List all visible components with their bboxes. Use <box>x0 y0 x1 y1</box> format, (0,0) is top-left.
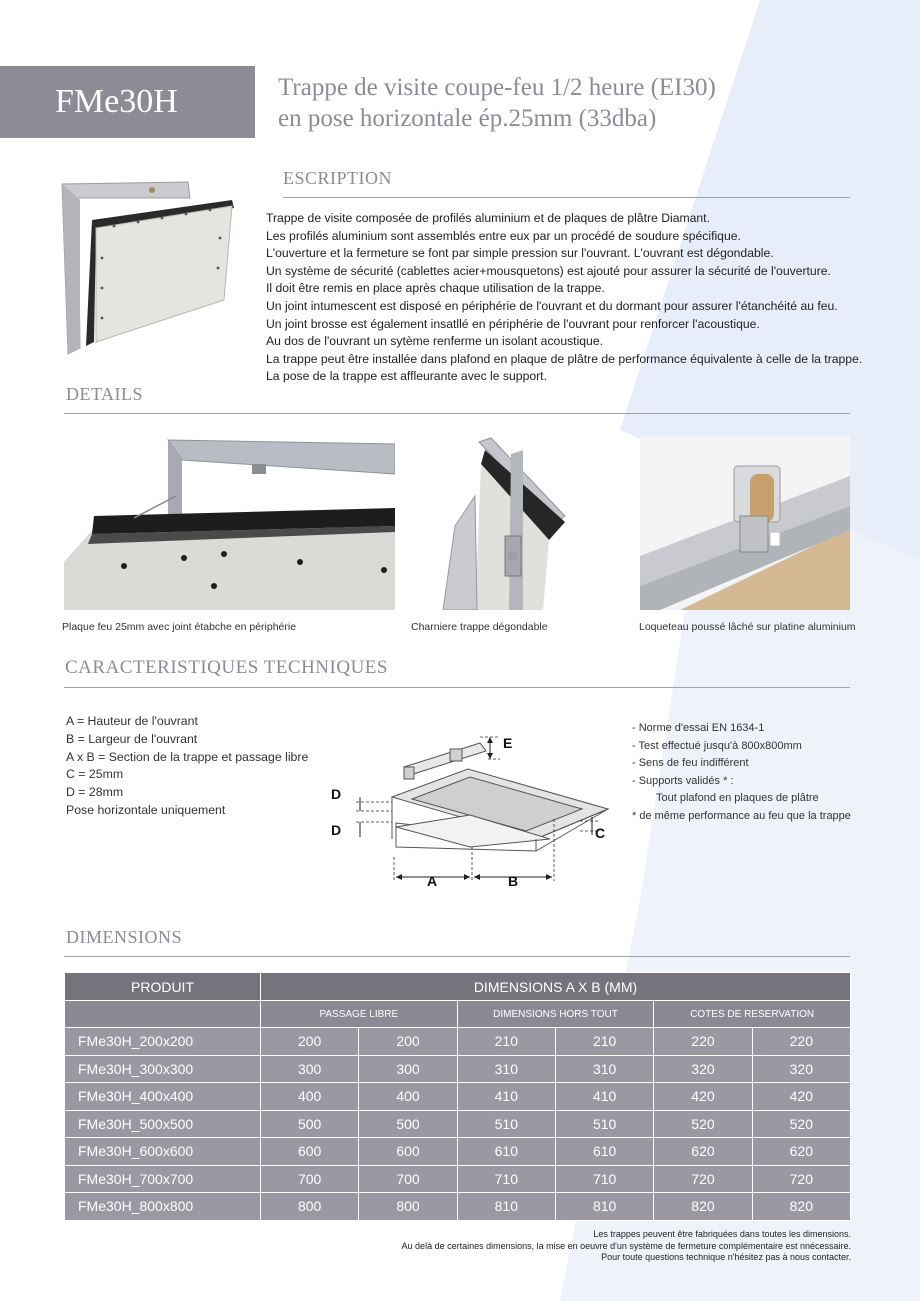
cell-product: FMe30H_400x400 <box>65 1083 261 1111</box>
description-line: Trappe de visite composée de profilés aluminium et de plaques de plâtre Diamant. <box>266 211 710 225</box>
cell-value: 800 <box>359 1193 457 1221</box>
description-line: Les profilés aluminium sont assemblés entre eux par un procédé de soudure spécifique. <box>266 228 741 243</box>
table-row <box>65 1165 851 1193</box>
cell-value: 220 <box>752 1028 850 1056</box>
cell-value: 210 <box>555 1028 653 1056</box>
cell-value: 410 <box>555 1083 653 1111</box>
cell-value: 610 <box>555 1138 653 1166</box>
cell-value: 600 <box>261 1138 359 1166</box>
cell-value: 500 <box>359 1110 457 1138</box>
norms-list <box>632 720 851 826</box>
cell-value: 710 <box>555 1165 653 1193</box>
legend-line: C = 25mm <box>66 767 124 782</box>
cell-product: FMe30H_800x800 <box>65 1193 261 1221</box>
page-title <box>278 72 898 134</box>
cell-value: 300 <box>359 1055 457 1083</box>
norm-line: - Norme d'essai EN 1634-1 <box>632 722 765 734</box>
detail-photo-hinge <box>415 436 623 610</box>
description-heading: ESCRIPTION <box>283 168 393 188</box>
cell-value: 820 <box>654 1193 752 1221</box>
cell-product: FMe30H_200x200 <box>65 1028 261 1056</box>
table-row <box>65 1083 851 1111</box>
subheader-empty <box>65 1001 261 1028</box>
cell-value: 520 <box>752 1110 850 1138</box>
table-subheader-row <box>65 1001 851 1028</box>
footnotes <box>300 1229 851 1264</box>
cell-value: 810 <box>457 1193 555 1221</box>
cell-product: FMe30H_600x600 <box>65 1138 261 1166</box>
dimensions-heading: DIMENSIONS <box>66 927 183 947</box>
cell-value: 610 <box>457 1138 555 1166</box>
title-line-2: en pose horizontale ép.25mm (33dba) <box>278 105 657 132</box>
detail-photo-plate <box>64 436 395 610</box>
diagram-label-c: C <box>595 825 606 841</box>
cell-value: 810 <box>555 1193 653 1221</box>
cell-value: 700 <box>261 1165 359 1193</box>
norm-line: * de même performance au feu que la trappe <box>632 809 851 822</box>
norm-line: Tout plafond en plaques de plâtre <box>656 792 819 805</box>
legend-line: D = 28mm <box>66 785 124 800</box>
cell-value: 720 <box>654 1165 752 1193</box>
cell-product: FMe30H_300x300 <box>65 1055 261 1083</box>
diagram-label-e: E <box>503 735 513 751</box>
cell-value: 620 <box>752 1138 850 1166</box>
footnote-line: Au delà de certaines dimensions, la mise en oeuvre d'un système de fermeture complémentaire est nnécessaire. <box>401 1240 851 1251</box>
cell-value: 200 <box>359 1028 457 1056</box>
subheader-passage: PASSAGE LIBRE <box>261 1001 458 1028</box>
description-line: L'ouverture et la fermeture se font par simple pression sur l'ouvrant. L'ouvrant est dégondable. <box>266 246 774 261</box>
details-heading: DETAILS <box>66 384 144 404</box>
cell-value: 720 <box>752 1165 850 1193</box>
cell-value: 520 <box>654 1110 752 1138</box>
cell-value: 320 <box>654 1055 752 1083</box>
cell-value: 420 <box>654 1083 752 1111</box>
caption-plate: Plaque feu 25mm avec joint étabche en périphérie <box>62 621 297 633</box>
cell-value: 320 <box>752 1055 850 1083</box>
product-photo <box>56 178 248 358</box>
technical-heading: CARACTERISTIQUES TECHNIQUES <box>65 657 388 678</box>
cell-value: 200 <box>261 1028 359 1056</box>
description-text <box>266 210 896 386</box>
cell-value: 510 <box>555 1110 653 1138</box>
table-row <box>65 1028 851 1056</box>
legend-line: B = Largeur de l'ouvrant <box>66 731 198 746</box>
footnote-line: Pour toute questions technique n'hésitez pas à nous contacter. <box>601 1252 851 1262</box>
cell-value: 710 <box>457 1165 555 1193</box>
col-header-dimensions: DIMENSIONS A X B (MM) <box>261 973 851 1001</box>
dimensions-rule <box>64 956 850 957</box>
cell-product: FMe30H_500x500 <box>65 1110 261 1138</box>
detail-photo-latch <box>640 436 850 610</box>
cell-value: 210 <box>457 1028 555 1056</box>
product-code-box <box>0 66 255 138</box>
cell-value: 220 <box>654 1028 752 1056</box>
norm-line: - Test effectué jusqu'à 800x800mm <box>632 739 802 752</box>
cell-value: 310 <box>457 1055 555 1083</box>
description-line: Un joint brosse est également insatllé en périphérie de l'ouvrant pour renforcer l'acoustique. <box>266 316 760 331</box>
cell-value: 510 <box>457 1110 555 1138</box>
cell-value: 820 <box>752 1193 850 1221</box>
legend-line: Pose horizontale uniquement <box>66 802 226 817</box>
norm-line: - Sens de feu indifférent <box>632 757 749 770</box>
cell-value: 620 <box>654 1138 752 1166</box>
cell-value: 410 <box>457 1083 555 1111</box>
cell-value: 400 <box>359 1083 457 1111</box>
description-rule <box>283 197 850 198</box>
description-line: Un joint intumescent est disposé en périphérie de l'ouvrant et du dormant pour assurer l'étanchéité au feu. <box>266 298 838 313</box>
cell-value: 310 <box>555 1055 653 1083</box>
table-row <box>65 1193 851 1221</box>
caption-hinge: Charniere trappe dégondable <box>411 621 548 633</box>
description-line: La trappe peut être installée dans plafond en plaque de plâtre de performance équivalente à celle de la trappe. <box>266 351 863 366</box>
technical-diagram <box>320 727 632 902</box>
diagram-label-d-bottom: D <box>331 822 342 838</box>
dimension-legend <box>66 713 308 820</box>
diagram-label-b: B <box>508 873 519 889</box>
subheader-reservation: COTES DE RESERVATION <box>654 1001 851 1028</box>
caption-latch: Loqueteau poussé lâché sur platine aluminium <box>639 621 856 633</box>
cell-value: 600 <box>359 1138 457 1166</box>
subheader-hors-tout: DIMENSIONS HORS TOUT <box>457 1001 654 1028</box>
description-line: Au dos de l'ouvrant un sytème renferme un isolant acoustique. <box>266 334 604 349</box>
legend-line: A x B = Section de la trappe et passage libre <box>66 749 309 764</box>
table-row <box>65 1138 851 1166</box>
table-header-row <box>65 973 851 1001</box>
cell-value: 400 <box>261 1083 359 1111</box>
diagram-label-d-top: D <box>331 786 342 802</box>
description-line: La pose de la trappe est affleurante avec le support. <box>266 369 547 384</box>
cell-value: 300 <box>261 1055 359 1083</box>
footnote-line: Les trappes peuvent être fabriquées dans toutes les dimensions. <box>593 1229 851 1239</box>
table-row <box>65 1110 851 1138</box>
cell-value: 700 <box>359 1165 457 1193</box>
details-rule <box>64 413 850 414</box>
product-code: FMe30H <box>55 83 178 120</box>
description-line: Un système de sécurité (cablettes acier+mousquetons) est ajouté pour assurer la sécurité de l'ouverture. <box>266 263 831 278</box>
legend-line: A = Hauteur de l'ouvrant <box>66 714 198 728</box>
cell-value: 420 <box>752 1083 850 1111</box>
dimensions-table <box>64 972 851 1221</box>
description-line: Il doit être remis en place après chaque utilisation de la trappe. <box>266 281 605 296</box>
cell-value: 800 <box>261 1193 359 1221</box>
title-line-1: Trappe de visite coupe-feu 1/2 heure (EI30) <box>278 74 716 101</box>
technical-rule <box>64 687 850 688</box>
cell-value: 500 <box>261 1110 359 1138</box>
col-header-product: PRODUIT <box>65 973 261 1001</box>
table-row <box>65 1055 851 1083</box>
norm-line: - Supports validés * : <box>632 774 734 787</box>
diagram-label-a: A <box>427 873 438 889</box>
cell-product: FMe30H_700x700 <box>65 1165 261 1193</box>
